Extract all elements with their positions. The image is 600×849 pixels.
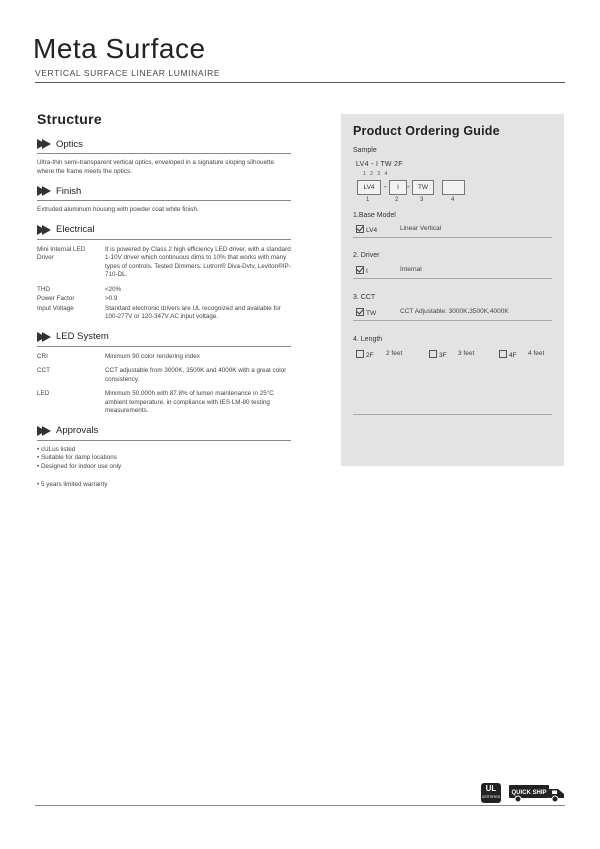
option-desc: Internal	[400, 266, 422, 273]
electrical-label: Electrical	[56, 224, 95, 235]
code-box-4	[442, 180, 465, 195]
box-number: 3	[420, 197, 424, 203]
option-code: 4F	[509, 352, 517, 359]
warranty-item: • 5 years limited warranty	[37, 480, 108, 488]
code-dash: -	[407, 182, 410, 191]
checkbox[interactable]	[429, 350, 437, 358]
option-desc: CCT Adjustable: 3000K,3500K,4000K	[400, 308, 509, 315]
length-heading: 4. Length	[353, 336, 383, 343]
footer-divider	[35, 805, 565, 806]
option-desc: Linear Vertical	[400, 225, 442, 232]
electrical-row	[37, 286, 291, 295]
electrical-row	[37, 295, 291, 304]
checkbox[interactable]	[356, 350, 364, 358]
arrow-icon	[37, 425, 52, 437]
base-model-option[interactable]	[356, 225, 377, 234]
checkbox-checked[interactable]	[356, 225, 364, 233]
option-desc: 3 feet	[458, 350, 475, 357]
code-dash: -	[384, 182, 387, 191]
code-box-1: LV4	[357, 180, 381, 195]
electrical-row	[37, 246, 291, 280]
led-system-heading	[37, 330, 291, 347]
length-option-4f[interactable]	[499, 350, 517, 359]
ordering-guide-panel	[341, 114, 564, 466]
row-value: <20%	[105, 285, 122, 293]
code-box-3: TW	[412, 180, 434, 195]
quick-ship-label: QUICK SHIP	[511, 790, 547, 796]
approval-item: • Designed for indoor use only	[37, 463, 122, 471]
finish-heading	[37, 184, 291, 201]
box-number: 2	[395, 197, 399, 203]
checkbox-checked[interactable]	[356, 308, 364, 316]
approvals-label: Approvals	[56, 425, 99, 436]
option-desc: 2 feet	[386, 350, 403, 357]
led-row	[37, 390, 291, 416]
driver-heading: 2. Driver	[353, 252, 380, 259]
optics-text: Ultra-thin semi-transparent vertical optics, enveloped in a signature sloping silhouette where the frame meets the optics.	[37, 159, 274, 175]
electrical-heading	[37, 223, 291, 240]
divider	[353, 278, 552, 279]
approvals-heading	[37, 424, 291, 441]
led-system-label: LED System	[56, 331, 109, 342]
led-row	[37, 353, 291, 362]
row-value: Standard electronic drivers are UL recognized and available for 100-277V or 120-347V AC input voltage.	[105, 304, 281, 320]
cct-heading: 3. CCT	[353, 294, 376, 301]
divider	[353, 237, 552, 238]
arrow-icon	[37, 185, 52, 197]
checkbox-checked[interactable]	[356, 266, 364, 274]
row-label: CRI	[37, 352, 48, 360]
led-row	[37, 367, 291, 384]
option-code: LV4	[366, 227, 378, 234]
approvals-list	[37, 446, 291, 490]
optics-heading	[37, 137, 291, 154]
option-code: TW	[366, 310, 377, 317]
checkbox[interactable]	[499, 350, 507, 358]
cct-option[interactable]	[356, 308, 376, 317]
arrow-icon	[37, 224, 52, 236]
structure-title: Structure	[37, 111, 102, 127]
certification-icon: UL CERTIFIED	[481, 783, 501, 803]
row-value: Minimum 90 color rendering index	[105, 352, 200, 360]
arrow-icon	[37, 138, 52, 150]
cert-label: CERTIFIED	[481, 795, 501, 799]
document-title: Meta Surface	[33, 33, 206, 64]
length-option-2f[interactable]	[356, 350, 374, 359]
row-label: Mini Internal LED Driver	[37, 245, 86, 261]
row-label: Power Factor	[37, 295, 75, 302]
optics-label: Optics	[56, 138, 83, 150]
row-value: CCT adjustable from 3000K, 3500K and 4000K with a great color consistency.	[105, 367, 287, 383]
electrical-row	[37, 305, 291, 322]
length-option-3f[interactable]	[429, 350, 447, 359]
row-value: It is powered by Class 2 high efficiency LED driver, with a standard 1-10V driver which continuous dims to 10% that works with many types of controls. Tested Dimmers: Lutron® Diva-Dvtv, Leviton®IP-710-DL.	[105, 245, 291, 278]
divider	[353, 320, 552, 321]
structure-column	[37, 111, 291, 490]
divider	[353, 414, 552, 415]
row-value: Minimum 50,000h with 87.8% of lumen maintenance in 25°C ambient temperature, in compliance with IES LM-80 testing measurements.	[105, 390, 274, 414]
row-label: Input Voltage	[37, 304, 74, 312]
approval-item: • Suitable for damp locations	[37, 454, 117, 462]
finish-label: Finish	[56, 185, 82, 197]
option-code: 2F	[366, 352, 374, 359]
code-box-2: I	[389, 180, 407, 195]
sample-code: LV4 - I TW 2F	[356, 161, 403, 168]
row-label: LED	[37, 390, 50, 397]
row-label: THD	[37, 285, 50, 293]
base-model-heading: 1.Base Model	[353, 212, 396, 219]
document-subtitle: VERTICAL SURFACE LINEAR LUMINAIRE	[35, 68, 221, 78]
sample-label: Sample	[353, 147, 377, 154]
ordering-guide-title: Product Ordering Guide	[353, 124, 500, 138]
finish-text: Extruded aluminum housing with powder coat white finish.	[37, 206, 199, 213]
driver-option[interactable]	[356, 266, 368, 275]
quick-ship-truck-icon	[509, 783, 565, 803]
option-desc: 4 feet	[528, 350, 545, 357]
sample-code-numbers: 1 2 3 4	[363, 171, 388, 177]
box-number: 1	[366, 197, 370, 203]
row-value: >0.9	[105, 295, 118, 302]
option-code: 3F	[439, 352, 447, 359]
option-code: I	[366, 268, 368, 275]
box-number: 4	[451, 197, 455, 203]
approval-item: • cULus listed	[37, 445, 76, 453]
header-divider	[35, 82, 565, 83]
row-label: CCT	[37, 367, 50, 374]
arrow-icon	[37, 331, 52, 343]
